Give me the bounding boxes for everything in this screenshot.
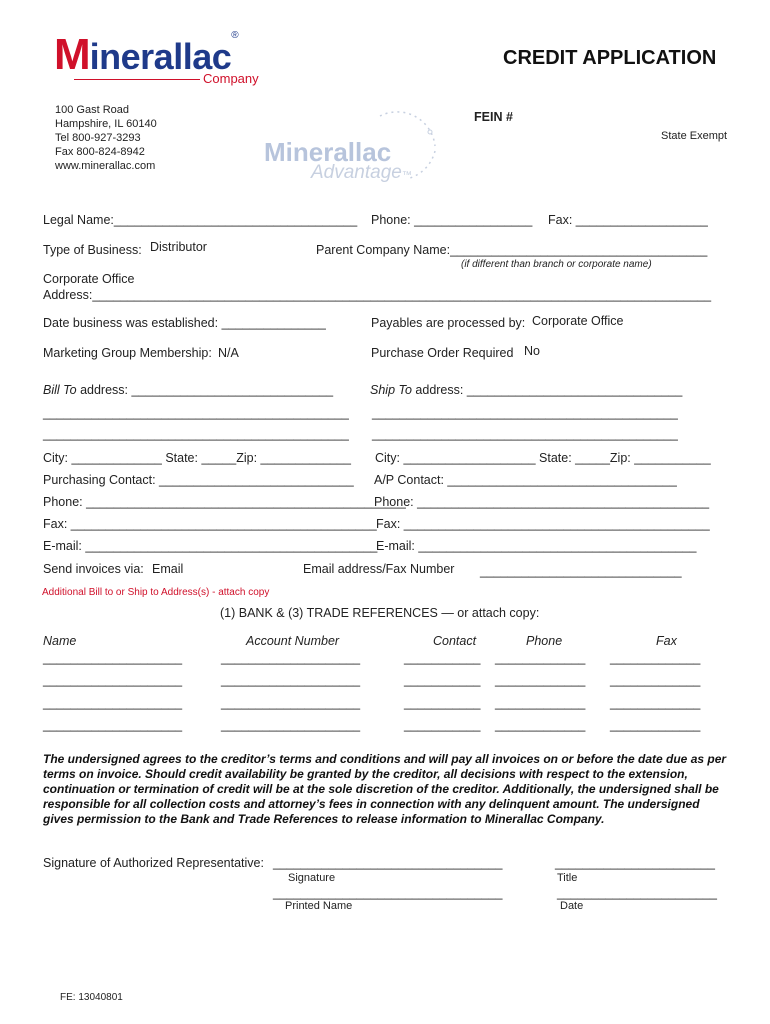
bill-to-label: Bill To xyxy=(43,383,77,397)
logo-wordmark: inerallac xyxy=(89,36,232,77)
corporate-office-label: Corporate Office xyxy=(43,272,135,286)
ref-name-line[interactable]: ____________________ xyxy=(43,651,183,665)
ref-phone-line[interactable]: _____________ xyxy=(495,696,586,710)
bill-to-line: address: _____________________________ xyxy=(76,383,334,397)
marketing-group-label: Marketing Group Membership: xyxy=(43,346,212,360)
payables-label: Payables are processed by: xyxy=(371,316,526,330)
date-line[interactable]: _______________________ xyxy=(557,886,717,900)
email-fax-number-line[interactable]: _____________________________ xyxy=(480,564,682,578)
signature-line[interactable]: _________________________________ xyxy=(273,856,503,870)
additional-address-note: Additional Bill to or Ship to Address(s) - attach copy xyxy=(42,587,270,598)
ref-contact-line[interactable]: ___________ xyxy=(404,718,481,732)
phone-field-top[interactable]: Phone: _________________ xyxy=(371,213,533,227)
ship-to-field[interactable] xyxy=(370,383,682,397)
ref-col-fax: Fax xyxy=(656,634,677,648)
ship-to-line-3[interactable]: ____________________________________________ xyxy=(372,427,678,441)
ref-col-phone: Phone xyxy=(526,634,563,648)
email-fax-number-label: Email address/Fax Number xyxy=(303,562,455,576)
marketing-group-value[interactable]: N/A xyxy=(218,346,239,360)
references-heading: (1) BANK & (3) TRADE REFERENCES — or attach copy: xyxy=(220,606,540,620)
advantage-wordmark: Minerallac xyxy=(264,137,392,167)
ref-fax-line[interactable]: _____________ xyxy=(610,696,701,710)
ship-to-line: address: _______________________________ xyxy=(411,383,683,397)
advantage-subtitle xyxy=(311,162,412,184)
ref-contact-line[interactable]: ___________ xyxy=(404,673,481,687)
title-line[interactable]: _______________________ xyxy=(555,856,715,870)
address-city: Hampshire, IL 60140 xyxy=(55,118,157,130)
fein-label: FEIN # xyxy=(474,110,513,124)
ship-to-label: Ship To xyxy=(370,383,412,397)
ref-account-line[interactable]: ____________________ xyxy=(221,651,361,665)
address-street: 100 Gast Road xyxy=(55,104,129,116)
email-left-field[interactable]: E-mail: __________________________________________ xyxy=(43,539,378,553)
phone-right-field[interactable]: Phone: __________________________________________ xyxy=(374,495,710,509)
fax-left-field[interactable]: Fax: ____________________________________________ xyxy=(43,517,377,531)
ref-fax-line[interactable]: _____________ xyxy=(610,651,701,665)
ref-fax-line[interactable]: _____________ xyxy=(610,673,701,687)
payables-value[interactable]: Corporate Office xyxy=(532,314,624,328)
bill-to-line-2[interactable]: ____________________________________________ xyxy=(43,406,349,420)
form-code: FE: 13040801 xyxy=(60,992,123,1003)
bill-city-state-zip[interactable]: City: _____________ State: _____Zip: _____________ xyxy=(43,451,351,465)
purchasing-contact-field[interactable]: Purchasing Contact: ____________________________ xyxy=(43,473,354,487)
fax-field-top[interactable]: Fax: ___________________ xyxy=(548,213,708,227)
address-tel: Tel 800-927-3293 xyxy=(55,132,141,144)
signature-label: Signature of Authorized Representative: xyxy=(43,856,264,870)
legal-name-field[interactable]: Legal Name:___________________________________ xyxy=(43,213,358,227)
signature-caption: Signature xyxy=(288,872,336,884)
send-invoices-value[interactable]: Email xyxy=(152,562,184,576)
printed-name-caption: Printed Name xyxy=(285,900,353,912)
terms-paragraph: The undersigned agrees to the creditor’s terms and conditions and will pay all invoices on or before the date due as per terms on invoice. Should credit availability be granted by the creditor, all decisions with respect to the extension, continuation or termination of credit will be at the sole discretion of the creditor. Additionally, the undersigned shall be responsible for all collection costs and attorney’s fees in connection with any delinquent amount. The undersigned gives permission to the Bank and Trade References to release information to Minerallac Company. xyxy=(43,752,727,826)
printed-name-line[interactable]: _________________________________ xyxy=(273,886,503,900)
ref-contact-line[interactable]: ___________ xyxy=(404,696,481,710)
ref-account-line[interactable]: ____________________ xyxy=(221,673,361,687)
ref-fax-line[interactable]: _____________ xyxy=(610,718,701,732)
bill-to-field[interactable] xyxy=(43,383,333,397)
logo-underline xyxy=(74,79,200,80)
type-of-business-value[interactable]: Distributor xyxy=(150,240,207,254)
logo-company: Company xyxy=(203,71,259,86)
ref-account-line[interactable]: ____________________ xyxy=(221,718,361,732)
trademark-mark: ™ xyxy=(401,170,412,181)
send-invoices-label: Send invoices via: xyxy=(43,562,144,576)
phone-left-field[interactable]: Phone: ______________________________________________ xyxy=(43,495,406,509)
advantage-sub-text: Advantage xyxy=(311,162,402,183)
bill-to-line-3[interactable]: ____________________________________________ xyxy=(43,427,349,441)
company-address xyxy=(55,103,157,173)
ship-city-state-zip[interactable]: City: ___________________ State: _____Zip: ___________ xyxy=(375,451,711,465)
ref-phone-line[interactable]: _____________ xyxy=(495,651,586,665)
purchase-order-value[interactable]: No xyxy=(524,344,540,358)
type-of-business-label: Type of Business: xyxy=(43,243,142,257)
address-fax: Fax 800-824-8942 xyxy=(55,146,145,158)
ref-phone-line[interactable]: _____________ xyxy=(495,718,586,732)
ref-col-name: Name xyxy=(43,634,77,648)
purchase-order-label: Purchase Order Required xyxy=(371,346,514,360)
date-caption: Date xyxy=(560,900,584,912)
ref-name-line[interactable]: ____________________ xyxy=(43,696,183,710)
ref-name-line[interactable]: ____________________ xyxy=(43,718,183,732)
parent-company-field[interactable]: Parent Company Name:_____________________________________ xyxy=(316,243,708,257)
address-web: www.minerallac.com xyxy=(55,160,156,172)
fax-right-field[interactable]: Fax: ____________________________________________ xyxy=(376,517,710,531)
ship-to-line-2[interactable]: ____________________________________________ xyxy=(372,406,678,420)
ref-col-contact: Contact xyxy=(433,634,477,648)
state-exempt-label: State Exempt xyxy=(661,130,728,142)
page-title: CREDIT APPLICATION xyxy=(503,47,717,69)
ref-account-line[interactable]: ____________________ xyxy=(221,696,361,710)
ap-contact-field[interactable]: A/P Contact: _________________________________ xyxy=(374,473,677,487)
ref-contact-line[interactable]: ___________ xyxy=(404,651,481,665)
parent-company-note: (if different than branch or corporate name) xyxy=(461,259,652,270)
ref-col-account: Account Number xyxy=(246,634,340,648)
logo-initial: M xyxy=(54,30,90,79)
corporate-address-field[interactable]: Address:_________________________________________________________________________________________ xyxy=(43,288,712,302)
ref-phone-line[interactable]: _____________ xyxy=(495,673,586,687)
date-established-field[interactable]: Date business was established: _______________ xyxy=(43,316,326,330)
title-caption: Title xyxy=(557,872,578,884)
ref-name-line[interactable]: ____________________ xyxy=(43,673,183,687)
email-right-field[interactable]: E-mail: ________________________________________ xyxy=(376,539,697,553)
registered-mark: ® xyxy=(231,30,239,41)
